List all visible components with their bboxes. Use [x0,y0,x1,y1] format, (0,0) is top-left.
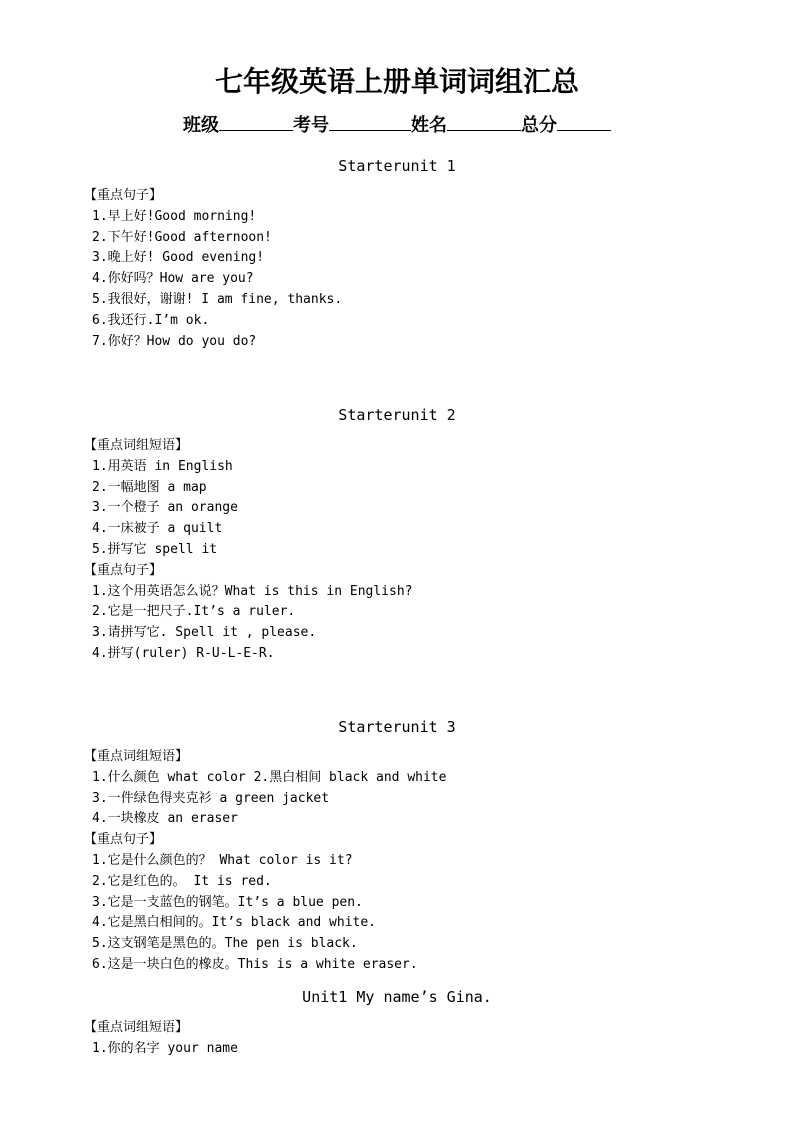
block-heading: 【重点词组短语】 [84,1020,189,1035]
list-item: 4.一床被子 a quilt [92,521,223,537]
starter-unit-1-sentences [84,186,772,352]
list-item: 1.用英语 in English [92,458,233,474]
list-item: 1.它是什么颜色的？ What color is it? [92,852,353,868]
class-blank [219,110,293,131]
list-item: 6.我还行.I’m ok. [92,312,210,328]
list-item: 3.一个橙子 an orange [92,500,238,516]
list-item: 1.什么颜色 what color 2.黑白相间 black and white [92,769,447,785]
block-heading: 【重点句子】 [84,832,163,848]
class-label: 班级 [183,115,219,136]
list-item: 4.一块橡皮 an eraser [92,811,238,827]
list-item: 3.请拼写它. Spell it , please. [92,625,317,641]
section-title-starter-unit-2: Starterunit 2 [338,406,456,424]
block-heading: 【重点句子】 [84,562,163,578]
list-item: 5.我很好，谢谢! I am fine, thanks. [92,291,343,307]
list-item: 5.拼写它 spell it [92,541,218,557]
list-item: 7.你好？How do you do? [92,333,257,349]
list-item: 4.你好吗？How are you? [92,271,254,287]
section-title-unit-1: Unit1 My name’s Gina. [302,988,492,1006]
list-item: 2.它是一把尺子.It’s a ruler. [92,604,296,620]
score-blank [557,110,611,131]
section-title-starter-unit-3: Starterunit 3 [338,718,456,736]
block-heading: 【重点词组短语】 [84,749,189,764]
list-item: 1.你的名字 your name [92,1040,238,1056]
section-title-starter-unit-1: Starterunit 1 [338,157,456,175]
exam-no-label: 考号 [293,115,329,136]
student-info-row [0,110,794,140]
list-item: 3.它是一支蓝色的钢笔。It’s a blue pen. [92,894,363,910]
page-title: 七年级英语上册单词词组汇总 [214,65,579,98]
list-item: 6.这是一块白色的橡皮。This is a white eraser. [92,956,418,972]
list-item: 2.下午好!Good afternoon! [92,229,272,245]
score-label: 总分 [521,115,557,136]
block-heading: 【重点词组短语】 [84,438,189,453]
list-item: 1.这个用英语怎么说？What is this in English? [92,583,413,599]
name-label: 姓名 [411,115,447,136]
list-item: 5.这支钢笔是黑色的。The pen is black. [92,936,358,952]
list-item: 2.一幅地图 a map [92,479,207,495]
starter-unit-2-content [84,436,772,665]
exam-no-blank [329,110,411,131]
list-item: 2.它是红色的。 It is red. [92,873,272,889]
list-item: 3.晚上好! Good evening! [92,250,265,266]
block-heading: 【重点句子】 [84,188,163,203]
list-item: 4.它是黑白相间的。It’s black and white. [92,915,377,931]
unit-1-content [84,1018,772,1060]
name-blank [447,110,521,131]
list-item: 4.拼写(ruler) R-U-L-E-R. [92,645,275,661]
list-item: 1.早上好!Good morning! [92,208,257,224]
list-item: 3.一件绿色得夹克衫 a green jacket [92,790,330,806]
starter-unit-3-content [84,747,772,976]
